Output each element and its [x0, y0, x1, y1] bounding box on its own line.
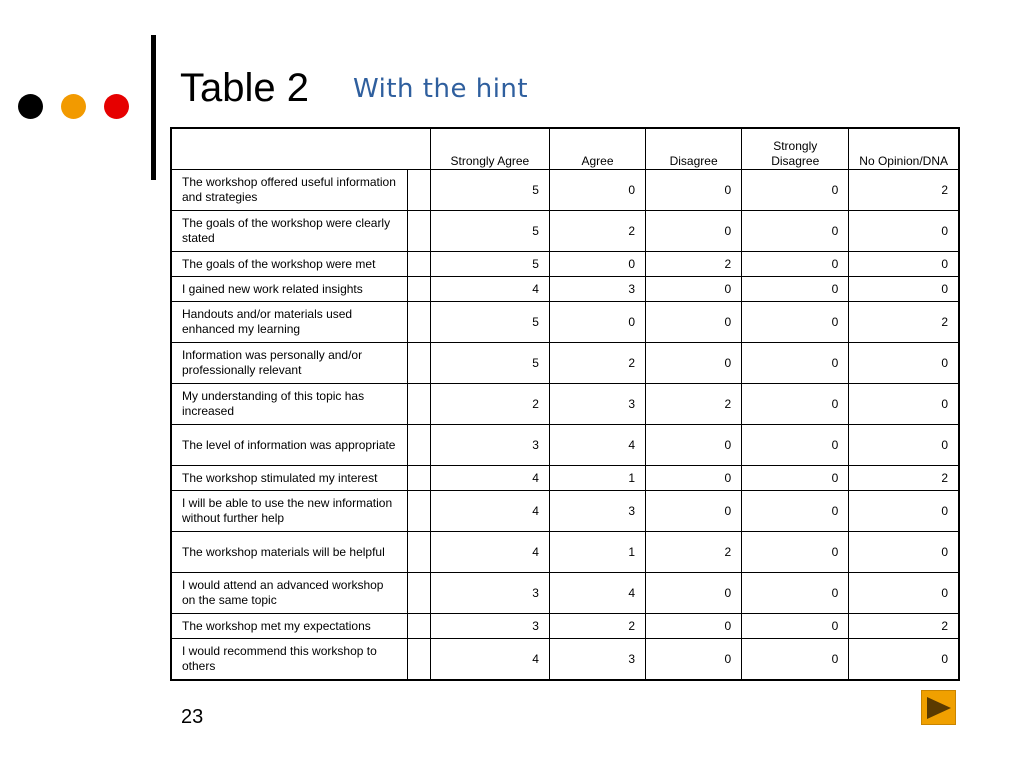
value-cell: 4 [430, 532, 549, 573]
value-cell: 0 [849, 639, 959, 681]
question-cell: The goals of the workshop were met [171, 252, 407, 277]
question-cell: The level of information was appropriate [171, 425, 407, 466]
table-header-row [171, 128, 959, 170]
value-cell: 0 [742, 425, 849, 466]
question-cell: I would attend an advanced workshop on the same topic [171, 573, 407, 614]
value-cell: 0 [849, 343, 959, 384]
value-cell: 0 [646, 302, 742, 343]
table-row [171, 343, 959, 384]
value-cell: 2 [849, 302, 959, 343]
spacer-cell [407, 384, 430, 425]
table-row [171, 639, 959, 681]
table-row [171, 573, 959, 614]
value-cell: 0 [646, 491, 742, 532]
table-row [171, 384, 959, 425]
page-number: 23 [181, 706, 204, 728]
value-cell: 2 [430, 384, 549, 425]
value-cell: 0 [849, 491, 959, 532]
spacer-cell [407, 302, 430, 343]
question-cell: The workshop materials will be helpful [171, 532, 407, 573]
value-cell: 0 [849, 277, 959, 302]
value-cell: 0 [849, 573, 959, 614]
value-cell: 0 [646, 466, 742, 491]
next-slide-button[interactable] [921, 690, 956, 725]
value-cell: 2 [849, 614, 959, 639]
question-cell: I will be able to use the new information without further help [171, 491, 407, 532]
value-cell: 2 [849, 170, 959, 211]
value-cell: 0 [646, 639, 742, 681]
value-cell: 3 [549, 491, 645, 532]
spacer-cell [407, 491, 430, 532]
question-cell: I gained new work related insights [171, 277, 407, 302]
value-cell: 0 [549, 170, 645, 211]
spacer-cell [407, 252, 430, 277]
value-cell: 0 [742, 532, 849, 573]
header-strongly-agree: Strongly Agree [430, 128, 549, 170]
header-agree: Agree [549, 128, 645, 170]
table-row [171, 491, 959, 532]
value-cell: 0 [849, 252, 959, 277]
value-cell: 2 [549, 614, 645, 639]
question-cell: The workshop offered useful information and strategies [171, 170, 407, 211]
header-blank [171, 128, 430, 170]
header-disagree: Disagree [646, 128, 742, 170]
slide-title: Table 2 [180, 66, 309, 110]
table-row [171, 211, 959, 252]
value-cell: 3 [549, 639, 645, 681]
header-strongly-disagree: Strongly Disagree [742, 128, 849, 170]
question-cell: My understanding of this topic has increased [171, 384, 407, 425]
value-cell: 5 [430, 302, 549, 343]
bullet-dot-red [104, 94, 129, 119]
value-cell: 0 [742, 211, 849, 252]
value-cell: 0 [646, 614, 742, 639]
table-row [171, 170, 959, 211]
bullet-dot-black [18, 94, 43, 119]
question-cell: Information was personally and/or professionally relevant [171, 343, 407, 384]
value-cell: 0 [742, 277, 849, 302]
question-cell: The workshop stimulated my interest [171, 466, 407, 491]
value-cell: 0 [742, 384, 849, 425]
table-row [171, 252, 959, 277]
value-cell: 0 [742, 573, 849, 614]
value-cell: 3 [430, 573, 549, 614]
value-cell: 5 [430, 170, 549, 211]
question-cell: I would recommend this workshop to others [171, 639, 407, 681]
survey-results-table [170, 127, 960, 681]
table-row [171, 614, 959, 639]
spacer-cell [407, 277, 430, 302]
spacer-cell [407, 466, 430, 491]
spacer-cell [407, 343, 430, 384]
value-cell: 0 [646, 170, 742, 211]
value-cell: 3 [549, 384, 645, 425]
value-cell: 1 [549, 466, 645, 491]
spacer-cell [407, 532, 430, 573]
value-cell: 0 [742, 639, 849, 681]
value-cell: 0 [849, 211, 959, 252]
table-row [171, 425, 959, 466]
spacer-cell [407, 211, 430, 252]
spacer-cell [407, 573, 430, 614]
spacer-cell [407, 170, 430, 211]
value-cell: 4 [430, 466, 549, 491]
value-cell: 4 [430, 639, 549, 681]
value-cell: 0 [742, 170, 849, 211]
value-cell: 3 [430, 425, 549, 466]
value-cell: 0 [646, 343, 742, 384]
value-cell: 0 [549, 302, 645, 343]
value-cell: 2 [549, 343, 645, 384]
value-cell: 0 [849, 532, 959, 573]
spacer-cell [407, 425, 430, 466]
value-cell: 0 [742, 491, 849, 532]
header-no-opinion: No Opinion/DNA [849, 128, 959, 170]
value-cell: 0 [646, 573, 742, 614]
table-row [171, 277, 959, 302]
table-row [171, 466, 959, 491]
value-cell: 1 [549, 532, 645, 573]
slide-subtitle: With the hint [353, 74, 529, 104]
value-cell: 4 [549, 425, 645, 466]
value-cell: 5 [430, 211, 549, 252]
value-cell: 0 [849, 384, 959, 425]
value-cell: 0 [742, 343, 849, 384]
value-cell: 5 [430, 252, 549, 277]
question-cell: The goals of the workshop were clearly stated [171, 211, 407, 252]
bullet-dot-orange [61, 94, 86, 119]
value-cell: 0 [742, 614, 849, 639]
question-cell: The workshop met my expectations [171, 614, 407, 639]
table-row [171, 302, 959, 343]
value-cell: 0 [742, 252, 849, 277]
play-right-icon [927, 697, 951, 719]
value-cell: 0 [646, 425, 742, 466]
value-cell: 4 [430, 277, 549, 302]
table-row [171, 532, 959, 573]
question-cell: Handouts and/or materials used enhanced my learning [171, 302, 407, 343]
value-cell: 4 [549, 573, 645, 614]
value-cell: 2 [549, 211, 645, 252]
value-cell: 5 [430, 343, 549, 384]
value-cell: 0 [646, 211, 742, 252]
value-cell: 3 [430, 614, 549, 639]
value-cell: 0 [742, 302, 849, 343]
value-cell: 0 [549, 252, 645, 277]
value-cell: 4 [430, 491, 549, 532]
spacer-cell [407, 639, 430, 681]
value-cell: 3 [549, 277, 645, 302]
title-divider-bar [151, 35, 156, 180]
value-cell: 0 [849, 425, 959, 466]
value-cell: 2 [646, 384, 742, 425]
value-cell: 2 [646, 532, 742, 573]
value-cell: 0 [742, 466, 849, 491]
spacer-cell [407, 614, 430, 639]
value-cell: 2 [849, 466, 959, 491]
value-cell: 2 [646, 252, 742, 277]
value-cell: 0 [646, 277, 742, 302]
